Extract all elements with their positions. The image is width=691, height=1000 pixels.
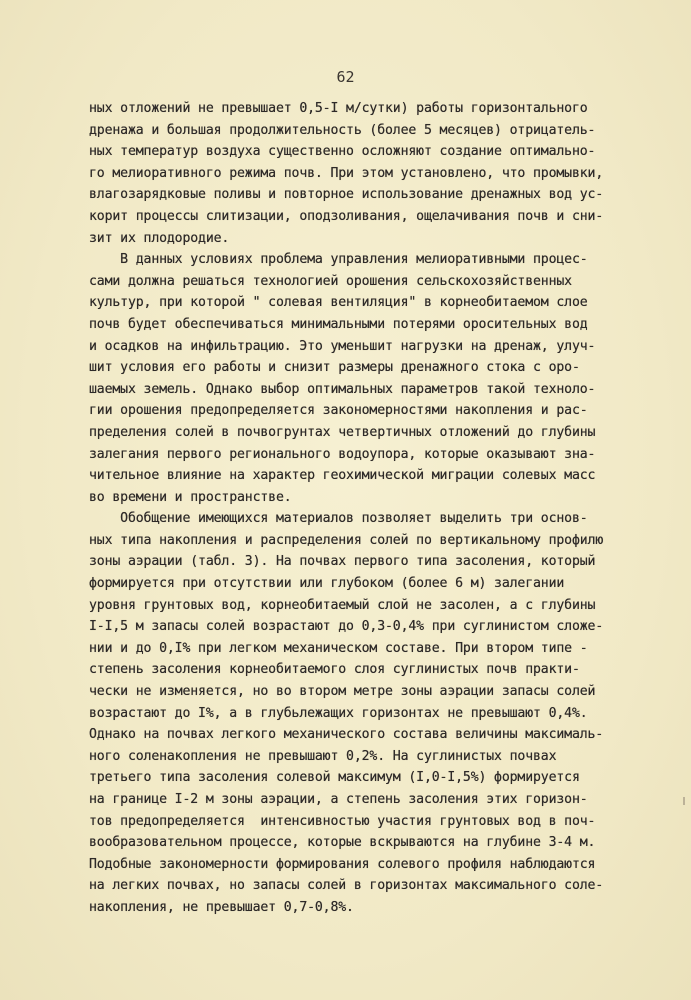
text-line: формируется при отсутствии или глубоком (более 6 м) залегании [89, 576, 565, 592]
text-line: во времени и пространстве. [89, 489, 292, 505]
text-line: на границе I-2 м зоны аэрации, а степень засоления этих горизон- [89, 792, 588, 807]
text-line: нии и до 0,I% при легком механическом составе. При втором типе - [89, 640, 588, 656]
text-line: ных отложений не превышает 0,5-I м/сутки) работы горизонтального [89, 101, 588, 116]
text-line: почв будет обеспечиваться минимальными потерями оросительных вод [89, 316, 588, 332]
text-line: сами должна решаться технологией орошения сельскохозяйственных [89, 273, 572, 289]
text-line: чительное влияние на характер геохимической миграции солевых масс [89, 468, 596, 484]
text-line: вообразовательном процессе, которые вскрываются на глубине 3-4 м. [89, 835, 596, 851]
text-line: Обобщение имеющихся материалов позволяет выделить три основ- [89, 511, 588, 527]
text-line: дренажа и большая продолжительность (более 5 месяцев) отрицатель- [89, 122, 596, 138]
text-line: пределения солей в почвогрунтах четвертичных отложений до глубины [89, 424, 596, 440]
text-line: залегания первого регионального водоупора, которые оказывают зна- [89, 446, 596, 462]
text-line: зоны аэрации (табл. 3). На почвах первого типа засоления, который [89, 554, 596, 570]
text-line: ного соленакопления не превышают 0,2%. На суглинистых почвах [89, 748, 557, 764]
text-line: возрастают до I%, а в глубьлежащих горизонтах не превышают 0,4%. [89, 705, 588, 721]
text-line: I-I,5 м запасы солей возрастают до 0,3-0,4% при суглинистом сложе- [89, 619, 604, 635]
text-line: зит их плодородие. [89, 230, 230, 246]
body-text [89, 98, 669, 919]
text-line: Подобные закономерности формирования солевого профиля наблюдаются [89, 856, 596, 872]
text-line: Однако на почвах легкого механического состава величины максималь- [89, 727, 604, 743]
text-line: шит условия его работы и снизит размеры дренажного стока с оро- [89, 360, 580, 376]
text-line: культур, при которой " солевая вентиляция" в корнеобитаемом слое [89, 295, 588, 311]
text-line: уровня грунтовых вод, корнеобитаемый слой не засолен, а с глубины [89, 597, 596, 613]
text-line: корит процессы слитизации, оподзоливания, ощелачивания почв и сни- [89, 208, 604, 224]
text-line: влагозарядковые поливы и повторное использование дренажных вод ус- [89, 187, 604, 203]
text-line: гии орошения предопределяется закономерностями накопления и рас- [89, 403, 588, 419]
text-line: ных температур воздуха существенно осложняют создание оптимально- [89, 144, 596, 160]
text-line: шаемых земель. Однако выбор оптимальных параметров такой техноло- [89, 381, 596, 397]
text-line: ных типа накопления и распределения солей по вертикальному профилю [89, 532, 604, 548]
text-line: чески не изменяется, но во втором метре зоны аэрации запасы солей [89, 684, 596, 700]
text-line: тов предопределяется интенсивностью участия грунтовых вод в поч- [89, 813, 596, 829]
text-line: и осадков на инфильтрацию. Это уменьшит нагрузки на дренаж, улуч- [89, 338, 596, 354]
text-line: накопления, не превышает 0,7-0,8%. [89, 899, 354, 915]
text-line: В данных условиях проблема управления мелиоративными процес- [89, 252, 588, 268]
text-line: степень засоления корнеобитаемого слоя суглинистых почв практи- [89, 662, 580, 678]
text-line: го мелиоративного режима почв. При этом установлено, что промывки, [89, 165, 604, 181]
page-number: 62 [336, 68, 355, 86]
text-line: на легких почвах, но запасы солей в горизонтах максимального соле- [89, 878, 604, 894]
text-line: третьего типа засоления солевой максимум (I,0-I,5%) формируется [89, 770, 580, 786]
margin-mark [683, 797, 685, 805]
